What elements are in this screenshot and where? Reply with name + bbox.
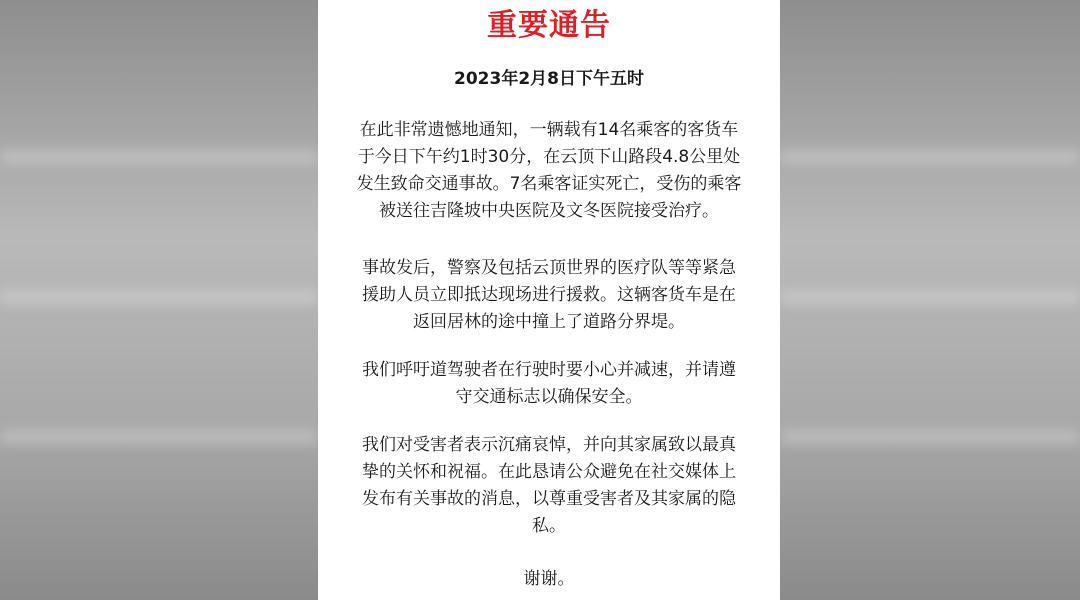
paragraph-rescue <box>340 255 758 336</box>
paragraph-line: 被送往吉隆坡中央医院及文冬医院接受治疗。 <box>379 201 719 221</box>
paragraph-line: 我们对受害者表示沉痛哀悼，并向其家属致以最真 <box>362 435 736 455</box>
paragraph-line: 发生致命交通事故。7名乘客证实死亡，受伤的乘客 <box>356 174 742 194</box>
paragraph-incident <box>340 117 758 225</box>
notice-title: 重要通告 <box>487 8 611 43</box>
notice-date: 2023年2月8日下午五时 <box>454 69 644 89</box>
paragraph-line: 在此非常遗憾地通知，一辆载有14名乘客的客货车 <box>359 120 739 140</box>
blurred-background-left <box>0 0 318 600</box>
paragraph-line: 我们呼吁道驾驶者在行驶时要小心并减速，并请遵 <box>362 360 736 380</box>
paragraph-condolences <box>340 432 758 540</box>
paragraph-line: 于今日下午约1时30分，在云顶下山路段4.8公里处 <box>357 147 741 167</box>
paragraph-line: 发布有关事故的消息，以尊重受害者及其家属的隐 <box>362 489 736 509</box>
paragraph-line: 守交通标志以确保安全。 <box>455 387 643 407</box>
paragraph-safety-appeal <box>340 357 758 411</box>
blurred-background-right <box>780 0 1080 600</box>
paragraph-line: 返回居林的途中撞上了道路分界堤。 <box>413 312 685 332</box>
paragraph-line: 援助人员立即抵达现场进行援救。这辆客货车是在 <box>362 285 736 305</box>
paragraph-line: 事故发后，警察及包括云顶世界的医疗队等等紧急 <box>362 258 736 278</box>
paragraph-line: 私。 <box>532 516 566 536</box>
paragraph-line: 挚的关怀和祝福。在此恳请公众避免在社交媒体上 <box>362 462 736 482</box>
notice-document <box>318 0 780 600</box>
closing-thanks: 谢谢。 <box>523 569 575 589</box>
